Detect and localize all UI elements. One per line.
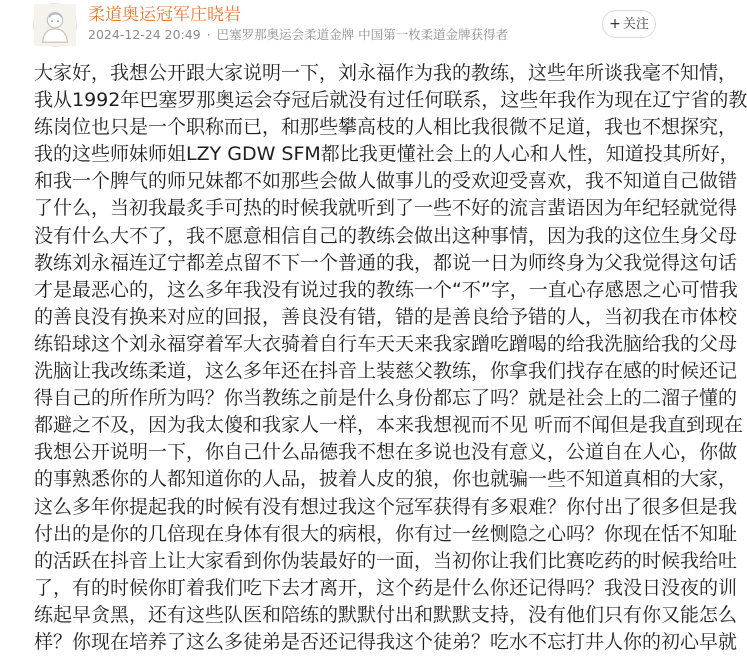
- post-line: 大家好，我想公开跟大家说明一下，刘永福作为我的教练，这些年所谈我毫不知情，: [34, 62, 738, 84]
- avatar-icon: [34, 4, 76, 46]
- post-source: 巴塞罗那奥运会柔道金牌 中国第一枚柔道金牌获得者: [216, 27, 509, 42]
- post-line: 我的这些师妹师姐LZY GDW SFM都比我更懂社会上的人心和人性，知道投其所好，: [34, 143, 739, 166]
- post-meta: [88, 26, 514, 44]
- post-line: 付出的是你的几倍现在身体有很大的病根，你有过一丝恻隐之心吗？你现在恬不知耻: [34, 522, 738, 545]
- post-line: 和我一个脾气的师兄妹都不如那些会做人做事儿的受欢迎受喜欢，我不知道自己做错: [34, 170, 738, 193]
- follow-label: 关注: [622, 17, 649, 32]
- post-line: 这么多年你提起我的时候有没有想过我这个冠军获得有多艰难？你付出了很多但是我: [34, 495, 738, 518]
- post-line: 的善良没有换来对应的回报，善良没有错，错的是善良给予错的人，当初我在市体校: [34, 305, 738, 328]
- post-line: 我想公开说明一下，你自己什么品德我不想在多说也没有意义，公道自在人心，你做: [34, 441, 738, 464]
- post-line: 都避之不及，因为我太傻和我家人一样，本来我想视而不见 听而不闻但是我直到现在: [34, 414, 744, 437]
- post-line: 练岗位也只是一个职称而已，和那些攀高枝的人相比我很微不足道，我也不想探究，: [34, 116, 738, 139]
- plus-icon: +: [609, 16, 621, 32]
- post-line: 了什么，当初我最炙手可热的时候我就听到了一些不好的流言蜚语因为年纪轻就觉得: [34, 197, 738, 220]
- post-body: [34, 60, 747, 656]
- avatar[interactable]: [33, 3, 77, 47]
- post-line: 样？你现在培养了这么多徒弟是否还记得我这个徒弟？吃水不忘打井人你的初心早就: [34, 630, 738, 653]
- post-line: 的活跃在抖音上让大家看到你伪装最好的一面，当初你让我们比赛吃药的时候我给吐: [34, 549, 738, 572]
- post-line: 了，有的时候你盯着我们吃下去才离开，这个药是什么你还记得吗？我没日没夜的训: [34, 576, 738, 599]
- post-line: 洗脑让我改练柔道，这么多年还在抖音上装慈父教练，你拿我们找存在感的时候还记: [34, 360, 738, 383]
- post-line: 得自己的所作所为吗？你当教练之前是什么身份都忘了吗？就是社会上的二溜子懂的: [34, 387, 738, 410]
- post-line: 没有什么大不了，我不愿意相信自己的教练会做出这种事情，因为我的这位生身父母: [34, 224, 738, 247]
- follow-button[interactable]: [602, 10, 656, 38]
- post-line: 教练刘永福连辽宁都差点留不下一个普通的我，都说一日为师终身为父我觉得这句话: [34, 251, 738, 274]
- post-line: 才是最恶心的，这么多年我没有说过我的教练一个“不”字，一直心存感恩之心可惜我: [34, 278, 738, 301]
- post-line: 的事熟悉你的人都知道你的人品，披着人皮的狼，你也就骗一些不知道真相的大家，: [34, 468, 738, 491]
- author-name[interactable]: 柔道奥运冠军庄晓岩: [88, 5, 241, 25]
- meta-separator: ·: [206, 27, 211, 42]
- post-line: 练起早贪黑，还有这些队医和陪练的默默付出和默默支持，没有他们只有你又能怎么: [34, 603, 738, 626]
- post-line: 练铅球这个刘永福穿着军大衣骑着自行车天天来我家蹭吃蹭喝的给我洗脑给我的父母: [34, 332, 738, 355]
- post-date: 2024-12-24 20:49: [88, 27, 201, 42]
- post-header: [0, 0, 660, 58]
- post-line: 我从1992年巴塞罗那奥运会夺冠后就没有过任何联系，这些年我作为现在辽宁省的教: [34, 89, 747, 112]
